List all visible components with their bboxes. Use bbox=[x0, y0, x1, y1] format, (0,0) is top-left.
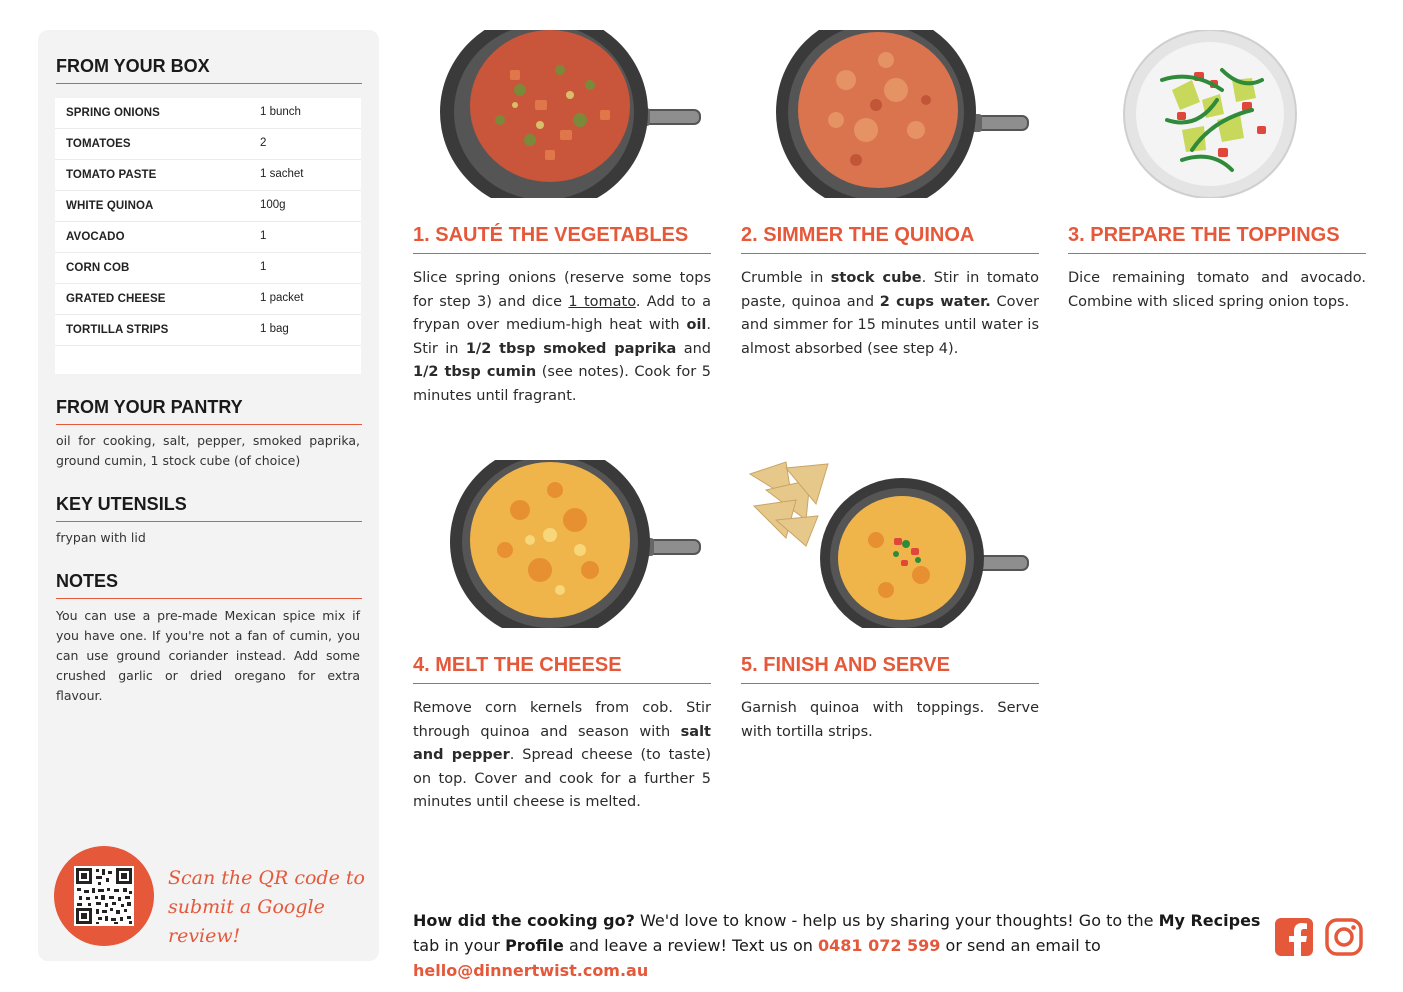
table-row bbox=[55, 129, 361, 160]
step-5-photo bbox=[746, 460, 1030, 628]
text-run: . Spread cheese (to taste) on top. Cover and cook for a further 5 minutes until cheese is melted. bbox=[413, 747, 711, 810]
table-row bbox=[55, 222, 361, 253]
ingredient-qty: 1 bbox=[260, 261, 267, 273]
ingredients-sidebar bbox=[38, 30, 379, 961]
text-run: Remove corn kernels from cob. Stir through quinoa and season with bbox=[413, 700, 711, 740]
ingredient-name: WHITE QUINOA bbox=[66, 200, 154, 212]
ingredient-name: AVOCADO bbox=[66, 231, 125, 243]
utensils-heading: KEY UTENSILS bbox=[56, 494, 362, 522]
notes-text: You can use a pre-made Mexican spice mix if you have one. If you're not a fan of cumin, you can use ground coriander instead. Add some crushed garlic or dried oregano for extra flavour. bbox=[56, 608, 360, 703]
ingredient-name: CORN COB bbox=[66, 262, 130, 274]
step-1-title: 1. SAUTÉ THE VEGETABLES bbox=[413, 224, 711, 254]
qr-review-prompt bbox=[168, 864, 368, 951]
notes-heading: NOTES bbox=[56, 571, 362, 599]
text-run: tab in your bbox=[413, 936, 506, 955]
text-run: Crumble in bbox=[741, 270, 831, 286]
step-3-instructions bbox=[1068, 267, 1366, 314]
table-row bbox=[55, 253, 361, 284]
table-row bbox=[55, 284, 361, 315]
text-run: and leave a review! Text us on bbox=[563, 936, 818, 955]
emphasis-text: Profile bbox=[505, 936, 564, 955]
pantry-text: oil for cooking, salt, pepper, smoked paprika, ground cumin, 1 stock cube (of choice) bbox=[56, 433, 360, 468]
instagram-icon[interactable] bbox=[1325, 918, 1363, 956]
emphasis-text: 2 cups water. bbox=[879, 293, 991, 310]
step-2-photo bbox=[776, 30, 1030, 198]
ingredient-qty: 1 bag bbox=[260, 323, 289, 335]
text-run: Garnish quinoa with toppings. Serve with tortilla strips. bbox=[741, 700, 1039, 740]
emphasis-text: My Recipes bbox=[1158, 911, 1261, 930]
ingredient-name: TOMATO PASTE bbox=[66, 169, 157, 181]
qr-cta-line-2: submit a Google review! bbox=[168, 896, 325, 947]
table-row bbox=[55, 191, 361, 222]
text-run: Cover and simmer for 15 minutes until water is almost absorbed (see step 4). bbox=[741, 293, 1039, 357]
qr-code-badge[interactable] bbox=[54, 846, 154, 946]
text-run: . Stir in tomato paste, quinoa and bbox=[741, 270, 1039, 310]
ingredient-name: GRATED CHEESE bbox=[66, 293, 166, 305]
step-5-title: 5. FINISH AND SERVE bbox=[741, 654, 1039, 684]
ingredient-qty: 2 bbox=[260, 137, 267, 149]
step-2-instructions bbox=[741, 267, 1039, 361]
table-row bbox=[55, 160, 361, 191]
step-3-title: 3. PREPARE THE TOPPINGS bbox=[1068, 224, 1366, 254]
ingredient-qty: 1 bbox=[260, 230, 267, 242]
text-run: Slice spring onions (reserve some tops for step 3) and dice bbox=[413, 270, 711, 310]
text-run: and bbox=[676, 340, 711, 357]
ingredient-qty: 1 sachet bbox=[260, 168, 304, 180]
qr-code-icon[interactable] bbox=[74, 866, 134, 926]
step-1-instructions bbox=[413, 267, 711, 408]
ingredient-name: TORTILLA STRIPS bbox=[66, 324, 169, 336]
text-run: Dice remaining tomato and avocado. Combine with sliced spring onion tops. bbox=[1068, 270, 1366, 310]
text-run: . Stir in bbox=[413, 317, 711, 357]
step-1-photo bbox=[440, 30, 702, 198]
ingredient-qty: 1 packet bbox=[260, 292, 304, 304]
ingredient-qty: 100g bbox=[260, 199, 286, 211]
ingredient-name: SPRING ONIONS bbox=[66, 107, 160, 119]
text-run: . Add to a frypan over medium-high heat with bbox=[413, 293, 712, 333]
pantry-heading: FROM YOUR PANTRY bbox=[56, 397, 362, 425]
ingredient-name: TOMATOES bbox=[66, 138, 131, 150]
table-row bbox=[55, 315, 361, 346]
emphasis-text: stock cube bbox=[830, 270, 922, 286]
qr-cta-line-1: Scan the QR code to bbox=[168, 867, 365, 889]
step-5-instructions bbox=[741, 697, 1039, 744]
text-run: 1 tomato bbox=[568, 293, 636, 310]
text-run: (see notes). Cook for 5 minutes until fragrant. bbox=[413, 364, 712, 404]
emphasis-text: oil bbox=[686, 317, 707, 333]
text-run: or send an email to bbox=[940, 936, 1101, 955]
step-4-instructions bbox=[413, 697, 711, 815]
emphasis-text: How did the cooking go? bbox=[413, 911, 635, 930]
utensils-text: frypan with lid bbox=[56, 530, 146, 545]
step-2-title: 2. SIMMER THE QUINOA bbox=[741, 224, 1039, 254]
emphasis-text: 1/2 tbsp cumin bbox=[413, 364, 537, 380]
text-run: We'd love to know - help us by sharing your thoughts! Go to the bbox=[634, 911, 1159, 930]
contact-highlight[interactable]: hello@dinnertwist.com.au bbox=[413, 961, 649, 980]
facebook-icon[interactable] bbox=[1275, 918, 1313, 956]
table-row bbox=[55, 98, 361, 129]
emphasis-text: 1/2 tbsp smoked paprika bbox=[465, 340, 677, 357]
emphasis-text: salt and pepper bbox=[413, 723, 711, 763]
feedback-footer bbox=[413, 908, 1263, 983]
step-4-title: 4. MELT THE CHEESE bbox=[413, 654, 711, 684]
box-ingredients-table bbox=[55, 98, 361, 374]
step-3-photo bbox=[1122, 30, 1298, 198]
contact-highlight[interactable]: 0481 072 599 bbox=[817, 936, 941, 955]
step-4-photo bbox=[450, 460, 702, 628]
ingredient-qty: 1 bunch bbox=[260, 106, 301, 118]
from-box-heading: FROM YOUR BOX bbox=[56, 56, 362, 84]
